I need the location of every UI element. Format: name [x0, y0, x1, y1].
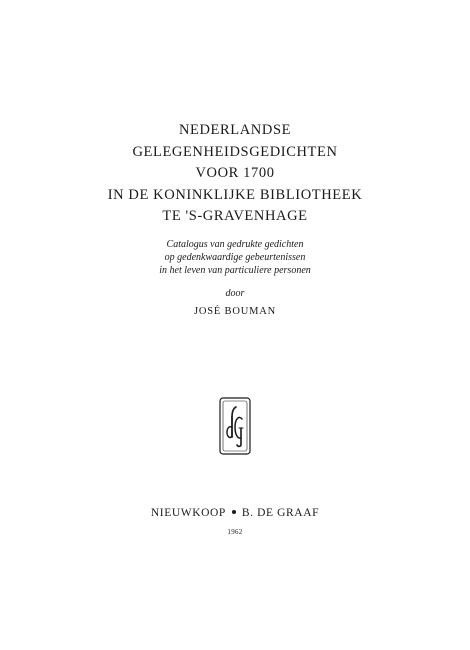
book-subtitle: [0, 238, 470, 277]
title-line: IN DE KONINKLIJKE BIBLIOTHEEK: [107, 186, 363, 203]
publisher-place: NIEUWKOOP: [150, 507, 226, 519]
title-line: VOOR 1700: [195, 165, 275, 181]
by-line: door: [225, 288, 245, 299]
separator-dot-icon: [232, 510, 236, 514]
publication-year: 1962: [227, 528, 243, 536]
publisher-name: B. DE GRAAF: [241, 507, 320, 519]
publisher-monogram-icon: [219, 397, 251, 455]
subtitle-line: op gedenkwaardige gebeurtenissen: [164, 252, 306, 263]
title-line: TE 'S-GRAVENHAGE: [162, 208, 308, 224]
book-title: [0, 120, 470, 228]
title-line: NEDERLANDSE: [178, 122, 292, 138]
title-line: GELEGENHEIDSGEDICHTEN: [132, 143, 338, 160]
publisher-line: [0, 507, 470, 519]
subtitle-line: Catalogus van gedrukte gedichten: [166, 239, 304, 250]
author-name: JOSÉ BOUMAN: [193, 306, 277, 317]
subtitle-line: in het leven van particuliere personen: [159, 265, 311, 276]
